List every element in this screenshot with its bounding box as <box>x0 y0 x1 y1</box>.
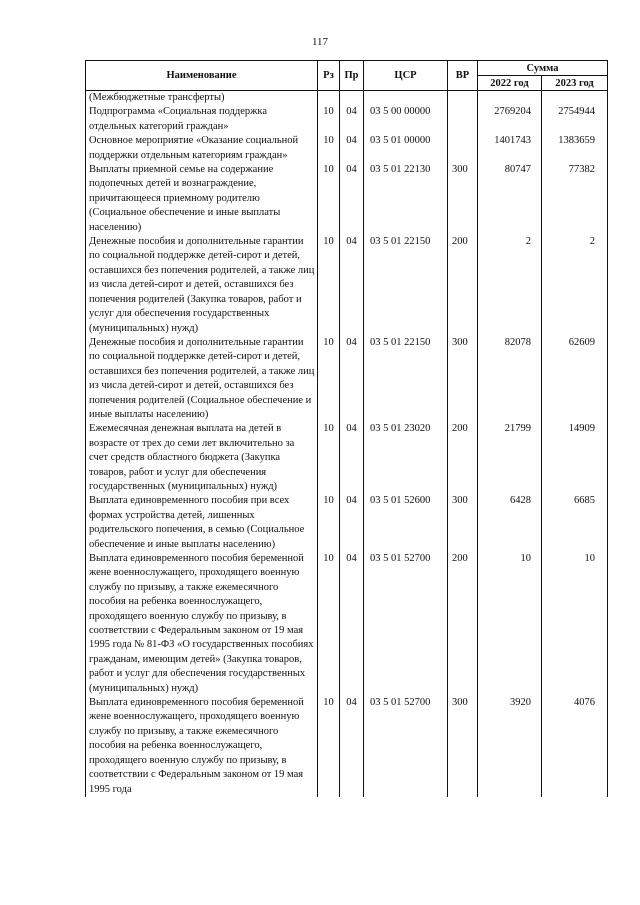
table-row <box>86 91 608 106</box>
row-name: Выплата единовременного пособия беременной жене военнослужащего, проходящего военную службу по призыву, а также ежемесячного пособия на ребенка военнослужащего, проходящего военную службу по призыву, в соответствии с Федеральным законом от 19 мая 1995 года № 81-ФЗ «О государственных пособиях гражданам, имеющим детей» (Закупка товаров, работ и услуг для обеспечения государственных (муниципальных) нужд) <box>86 552 318 696</box>
row-csr <box>364 91 448 106</box>
row-name: Денежные пособия и дополнительные гарантии по социальной поддержке детей-сирот и детей, оставшихся без попечения родителей, а также лиц из числа детей-сирот и детей, оставшихся без попечения родителей (Социальное обеспечение и иные выплаты населению) <box>86 336 318 422</box>
row-sum-2022: 2769204 <box>478 105 542 134</box>
row-sum-2023: 14909 <box>542 422 608 494</box>
row-csr: 03 5 01 00000 <box>364 134 448 163</box>
row-csr: 03 5 01 22130 <box>364 163 448 235</box>
header-name: Наименование <box>86 61 318 91</box>
row-rz <box>318 91 340 106</box>
row-sum-2023: 77382 <box>542 163 608 235</box>
row-rz: 10 <box>318 696 340 797</box>
header-csr: ЦСР <box>364 61 448 91</box>
table-row <box>86 163 608 235</box>
row-vr: 200 <box>448 422 478 494</box>
table-row <box>86 696 608 797</box>
row-rz: 10 <box>318 163 340 235</box>
row-sum-2022 <box>478 91 542 106</box>
row-pr: 04 <box>340 163 364 235</box>
row-rz: 10 <box>318 235 340 336</box>
row-rz: 10 <box>318 336 340 422</box>
row-sum-2023: 10 <box>542 552 608 696</box>
row-csr: 03 5 01 22150 <box>364 336 448 422</box>
table-body <box>86 91 608 797</box>
row-sum-2022: 3920 <box>478 696 542 797</box>
row-pr: 04 <box>340 552 364 696</box>
row-rz: 10 <box>318 422 340 494</box>
row-name: Выплата единовременного пособия беременной жене военнослужащего, проходящего военную службу по призыву, а также ежемесячного пособия на ребенка военнослужащего, проходящего военную службу по призыву, в соответствии с Федеральным законом от 19 мая 1995 года <box>86 696 318 797</box>
row-sum-2022: 2 <box>478 235 542 336</box>
row-csr: 03 5 01 52600 <box>364 494 448 552</box>
row-name: Ежемесячная денежная выплата на детей в возрасте от трех до семи лет включительно за счет средств областного бюджета (Закупка товаров, работ и услуг для обеспечения государственных (муниципальных) нужд) <box>86 422 318 494</box>
row-sum-2023: 6685 <box>542 494 608 552</box>
table-row <box>86 134 608 163</box>
table-row <box>86 235 608 336</box>
row-sum-2023: 4076 <box>542 696 608 797</box>
table-row <box>86 336 608 422</box>
table-row <box>86 494 608 552</box>
row-name: Выплаты приемной семье на содержание подопечных детей и вознаграждение, причитающееся приемному родителю (Социальное обеспечение и иные выплаты населению) <box>86 163 318 235</box>
table-row <box>86 552 608 696</box>
header-vr: ВР <box>448 61 478 91</box>
row-rz: 10 <box>318 105 340 134</box>
row-sum-2023: 62609 <box>542 336 608 422</box>
row-sum-2022: 10 <box>478 552 542 696</box>
header-year-2022: 2022 год <box>478 76 542 91</box>
row-sum-2022: 6428 <box>478 494 542 552</box>
table-row <box>86 422 608 494</box>
row-csr: 03 5 01 23020 <box>364 422 448 494</box>
row-pr <box>340 91 364 106</box>
row-rz: 10 <box>318 134 340 163</box>
row-name: Выплата единовременного пособия при всех формах устройства детей, лишенных родительского попечения, в семью (Социальное обеспечение и иные выплаты населению) <box>86 494 318 552</box>
row-name: (Межбюджетные трансферты) <box>86 91 318 106</box>
page-number: 117 <box>311 36 329 48</box>
row-sum-2022: 82078 <box>478 336 542 422</box>
row-vr <box>448 105 478 134</box>
row-pr: 04 <box>340 235 364 336</box>
row-vr: 300 <box>448 494 478 552</box>
header-rz: Рз <box>318 61 340 91</box>
header-pr: Пр <box>340 61 364 91</box>
row-pr: 04 <box>340 105 364 134</box>
row-pr: 04 <box>340 494 364 552</box>
row-rz: 10 <box>318 494 340 552</box>
table-row <box>86 105 608 134</box>
row-pr: 04 <box>340 422 364 494</box>
row-name: Подпрограмма «Социальная поддержка отдельных категорий граждан» <box>86 105 318 134</box>
row-sum-2023: 1383659 <box>542 134 608 163</box>
row-vr: 300 <box>448 696 478 797</box>
row-csr: 03 5 01 52700 <box>364 696 448 797</box>
row-pr: 04 <box>340 336 364 422</box>
budget-table <box>85 60 608 797</box>
header-year-2023: 2023 год <box>542 76 608 91</box>
row-vr: 200 <box>448 552 478 696</box>
row-vr <box>448 134 478 163</box>
row-vr: 300 <box>448 336 478 422</box>
row-rz: 10 <box>318 552 340 696</box>
row-csr: 03 5 01 52700 <box>364 552 448 696</box>
row-csr: 03 5 00 00000 <box>364 105 448 134</box>
row-sum-2022: 80747 <box>478 163 542 235</box>
row-sum-2023: 2 <box>542 235 608 336</box>
row-vr <box>448 91 478 106</box>
row-vr: 300 <box>448 163 478 235</box>
row-pr: 04 <box>340 134 364 163</box>
row-sum-2023: 2754944 <box>542 105 608 134</box>
row-sum-2023 <box>542 91 608 106</box>
header-sum: Сумма <box>478 61 608 76</box>
row-csr: 03 5 01 22150 <box>364 235 448 336</box>
row-name: Основное мероприятие «Оказание социальной поддержки отдельным категориям граждан» <box>86 134 318 163</box>
table-header <box>86 61 608 91</box>
row-pr: 04 <box>340 696 364 797</box>
row-vr: 200 <box>448 235 478 336</box>
row-sum-2022: 21799 <box>478 422 542 494</box>
row-sum-2022: 1401743 <box>478 134 542 163</box>
row-name: Денежные пособия и дополнительные гарантии по социальной поддержке детей-сирот и детей, оставшихся без попечения родителей, а также лиц из числа детей-сирот и детей, оставшихся без попечения родителей (Закупка товаров, работ и услуг для обеспечения государственных (муниципальных) нужд) <box>86 235 318 336</box>
